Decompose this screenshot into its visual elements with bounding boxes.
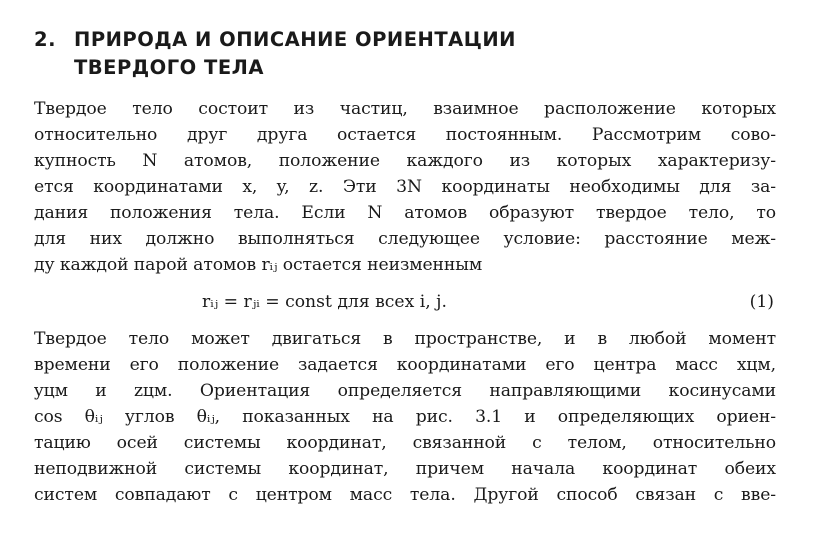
section-heading-line-2 xyxy=(34,54,776,82)
paragraph-2 xyxy=(34,326,776,508)
paragraph-1-line: относительно друг друга остается постоянным. Рассмотрим сово- xyxy=(34,125,776,145)
paragraph-2-line: cos θᵢⱼ углов θᵢⱼ, показанных на рис. 3.1 и определяющих ориен- xyxy=(34,407,776,427)
section-heading-line-1 xyxy=(34,26,776,54)
equation-number: (1) xyxy=(749,292,774,312)
section-number: 2. xyxy=(34,28,56,51)
paragraph-2-line: тацию осей системы координат, связанной с телом, относительно xyxy=(34,433,776,453)
paragraph-2-line: Твердое тело может двигаться в пространстве, и в любой момент xyxy=(34,329,776,349)
paragraph-1-line: дания положения тела. Если N атомов образуют твердое тело, то xyxy=(34,203,776,223)
paragraph-1-line: купность N атомов, положение каждого из которых характеризу- xyxy=(34,151,776,171)
section-title-part-1: ПРИРОДА И ОПИСАНИЕ ОРИЕНТАЦИИ xyxy=(74,28,516,51)
paragraph-1-line: ется координатами x, y, z. Эти 3N координаты необходимы для за- xyxy=(34,177,776,197)
paragraph-1-line: для них должно выполняться следующее условие: расстояние меж- xyxy=(34,229,776,249)
equation-expression: rᵢⱼ = rⱼᵢ = const для всех i, j. xyxy=(202,292,447,312)
paragraph-1-line: Твердое тело состоит из частиц, взаимное расположение которых xyxy=(34,99,776,119)
paragraph-1-line: ду каждой парой атомов rᵢⱼ остается неизменным xyxy=(34,255,483,275)
paragraph-2-line: yцм и zцм. Ориентация определяется направляющими косинусами xyxy=(34,381,776,401)
section-title-part-2: ТВЕРДОГО ТЕЛА xyxy=(74,56,264,79)
paragraph-2-line: систем совпадают с центром масс тела. Другой способ связан с вве- xyxy=(34,485,776,505)
paragraph-2-line: неподвижной системы координат, причем начала координат обеих xyxy=(34,459,776,479)
paragraph-2-line: времени его положение задается координатами его центра масс xцм, xyxy=(34,355,776,375)
section-heading xyxy=(34,26,776,82)
equation-1 xyxy=(34,289,776,315)
paragraph-1 xyxy=(34,96,776,278)
